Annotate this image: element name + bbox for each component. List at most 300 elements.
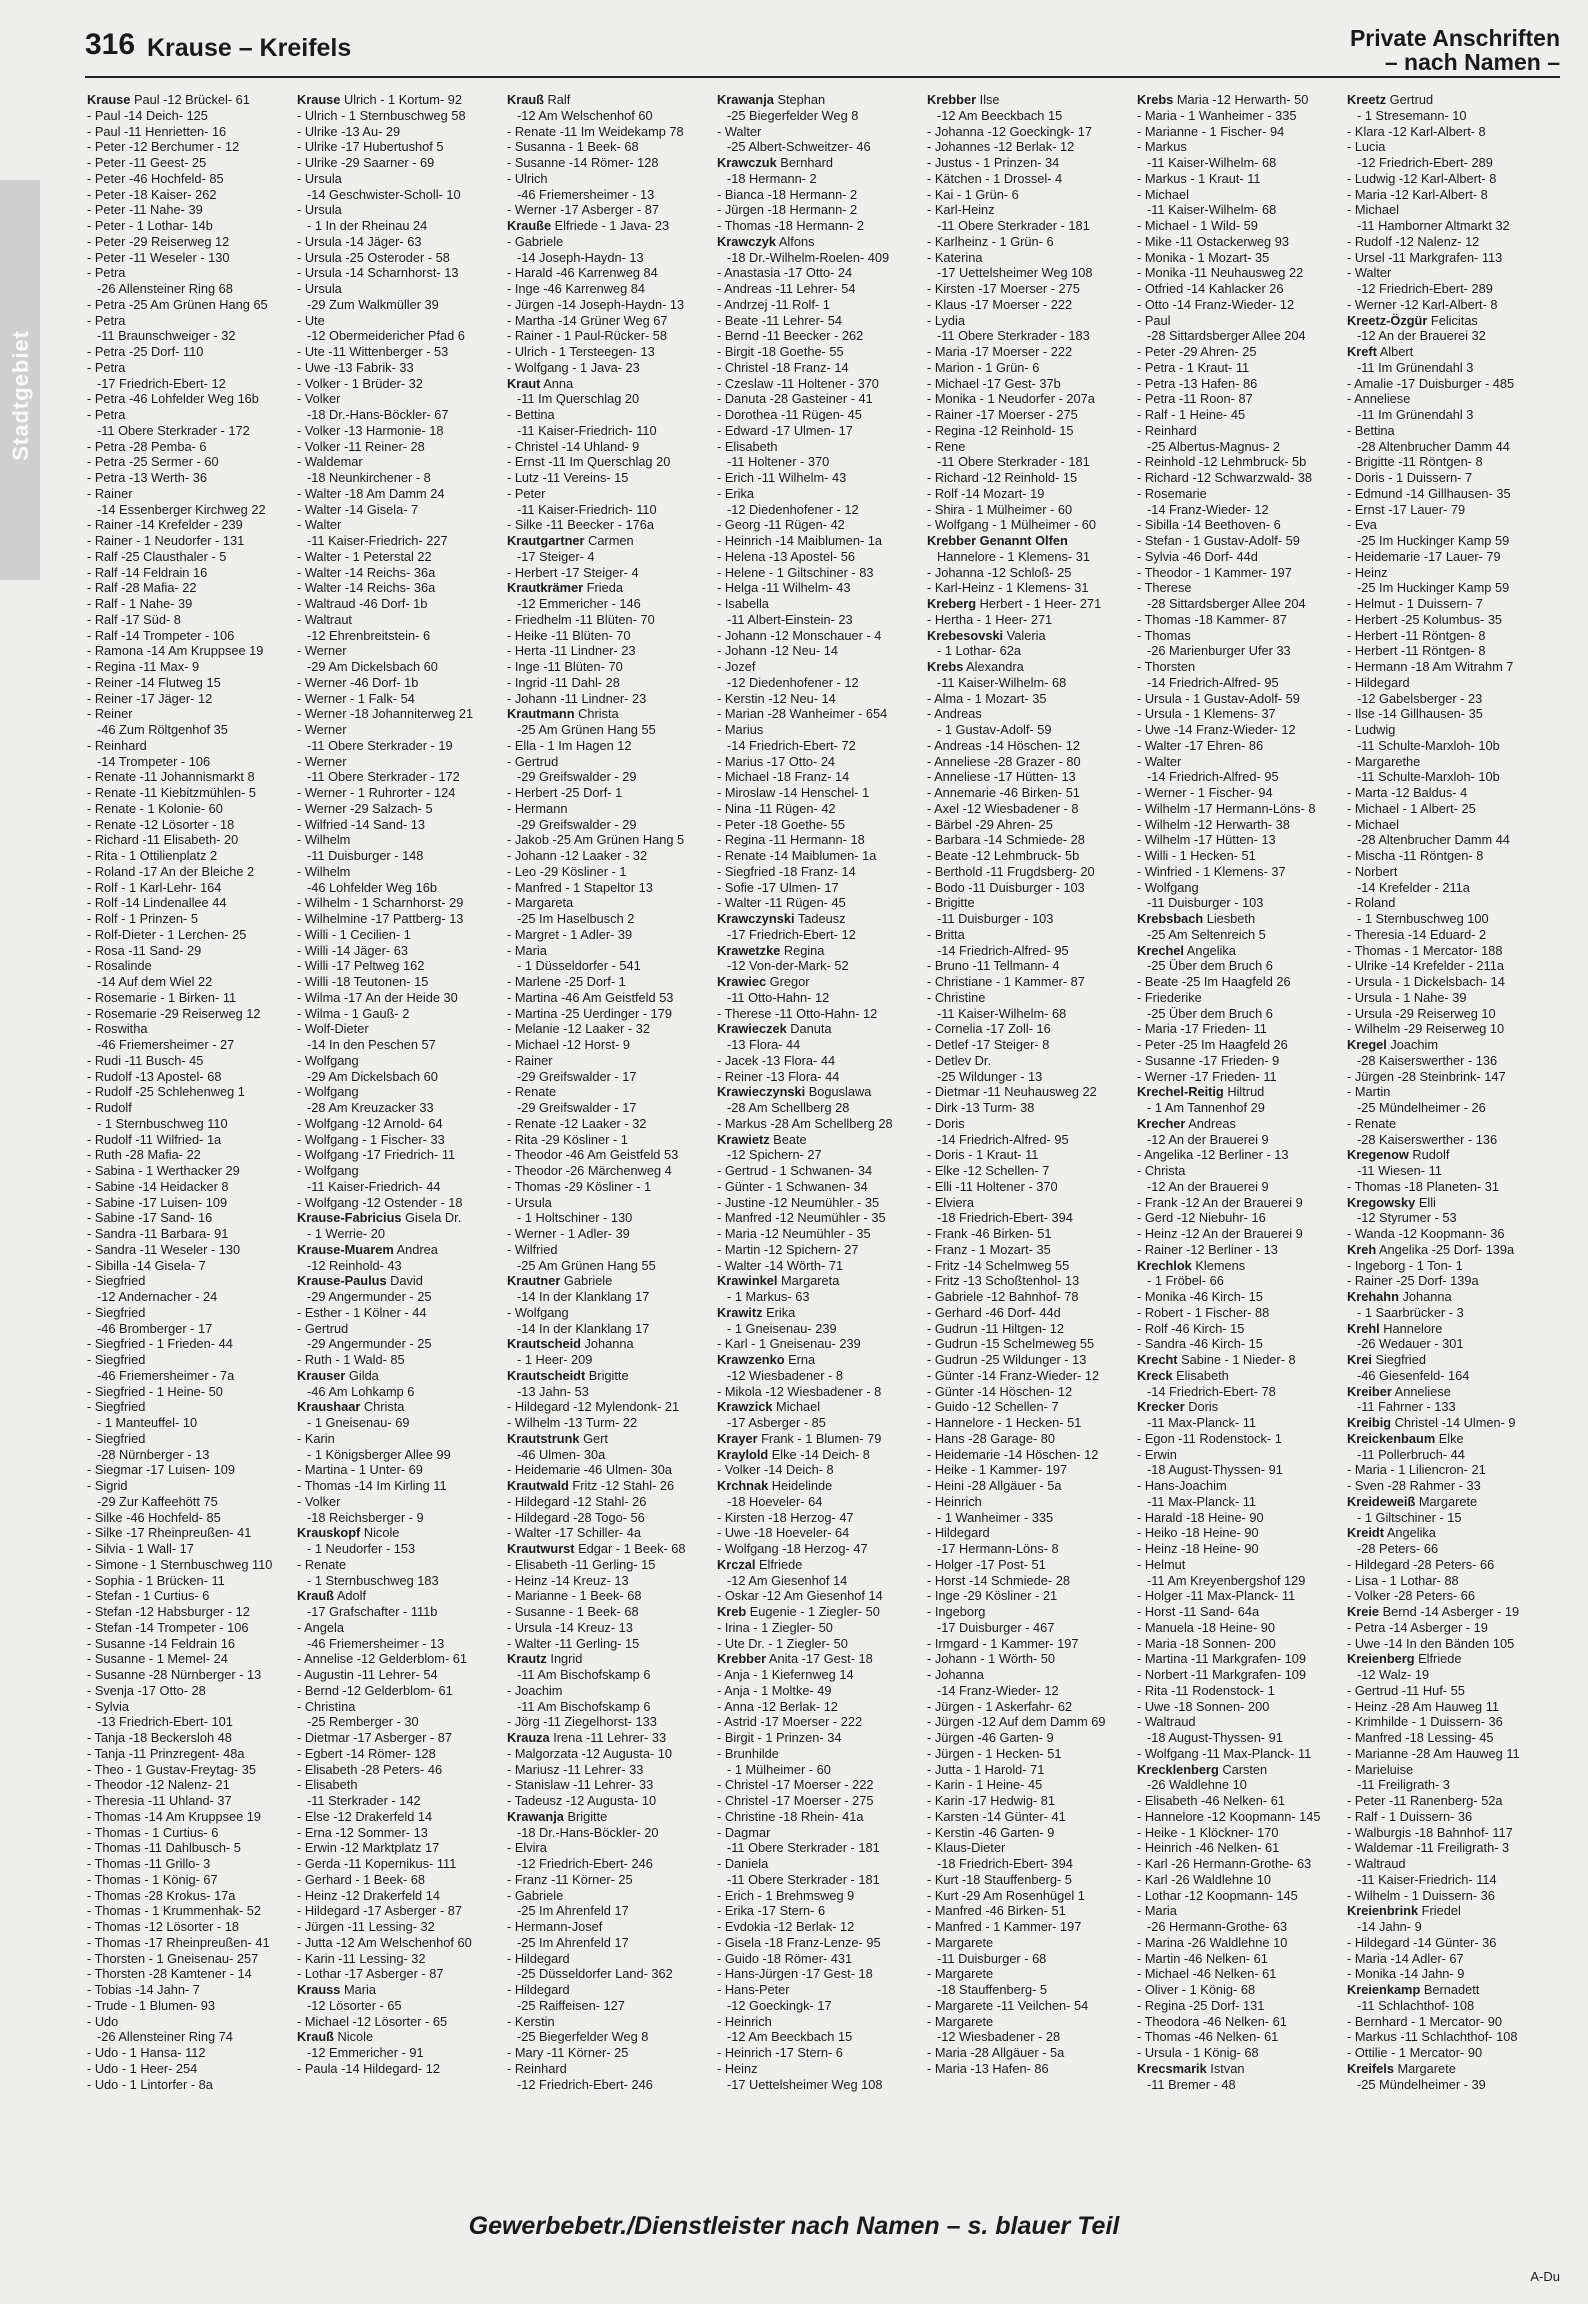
directory-entry: - Thomas - 1 Curtius- 6	[87, 1824, 219, 1840]
surname: Krawieczek	[717, 1021, 787, 1037]
directory-entry: - Erna -12 Sommer- 13	[297, 1824, 428, 1840]
directory-entry: -11 Duisburger - 103	[937, 911, 1054, 926]
directory-entry: - Petra	[87, 265, 126, 281]
directory-entry: - Tadeusz -12 Augusta- 10	[507, 1793, 657, 1808]
directory-entry: -18 Neunkirchener - 8	[307, 470, 431, 485]
directory-entry: - Uwe -18 Hoeveler- 64	[717, 1525, 850, 1541]
directory-entry: - Sibilla -14 Beethoven- 6	[1137, 517, 1281, 533]
directory-entry: - Dirk -13 Turm- 38	[927, 1100, 1035, 1115]
surname: Krechel-Reitig	[1137, 1084, 1224, 1100]
directory-entry: - Wolfgang -18 Herzog- 47	[717, 1541, 868, 1556]
directory-entry: -14 Joseph-Haydn- 13	[517, 249, 644, 265]
directory-entry: - Gudrun -11 Hiltgen- 12	[927, 1320, 1065, 1336]
surname: Krawczyk	[717, 233, 777, 249]
directory-entry: -11 Kaiser-Friedrich- 227	[307, 533, 448, 548]
directory-entry: - Gudrun -15 Schelmeweg 55	[927, 1336, 1095, 1352]
directory-entry: - Georg -11 Rügen- 42	[717, 517, 845, 533]
directory-entry: - Hildegard	[927, 1525, 990, 1541]
directory-entry: - Rainer -14 Krefelder - 239	[87, 517, 243, 533]
directory-entry: - Christina	[297, 1698, 356, 1714]
directory-entry: - Ralf -14 Feldrain 16	[87, 564, 208, 580]
directory-entry: - Mary -11 Körner- 25	[507, 2045, 629, 2060]
directory-entry: Krawieczynski Boguslawa	[717, 1084, 872, 1100]
surname: Krautwald	[507, 1478, 569, 1493]
directory-entry: Krauß Ralf	[507, 92, 571, 107]
directory-entry: - Marta -12 Baldus- 4	[1347, 785, 1468, 800]
directory-entry: -25 Am Grünen Hang 55	[517, 722, 656, 737]
directory-entry: - Thomas - 1 Krummenhak- 52	[87, 1903, 262, 1919]
directory-entry: - Stefan -12 Habsburger - 12	[87, 1604, 250, 1619]
directory-entry: - Ingrid -11 Dahl- 28	[507, 674, 620, 690]
directory-entry: - Norbert	[1347, 863, 1398, 879]
directory-entry: - Bettina	[1347, 422, 1395, 438]
directory-entry: - Rainer -25 Dorf- 139a	[1347, 1273, 1479, 1289]
directory-entry: -28 Altenbrucher Damm 44	[1357, 438, 1510, 454]
directory-entry: - Sylvia	[87, 1698, 129, 1714]
directory-entry: - Monika -14 Jahn- 9	[1347, 1966, 1465, 1982]
directory-entry: - Roland	[1347, 895, 1396, 911]
directory-entry: - Willi -17 Peltweg 162	[297, 958, 425, 974]
surname: Krauß	[297, 1588, 334, 1604]
directory-entry: -17 Hermann-Löns- 8	[937, 1541, 1059, 1556]
directory-entry: -12 Von-der-Mark- 52	[727, 958, 849, 974]
directory-entry: - Wilfried	[507, 1241, 558, 1257]
directory-entry: -12 Goeckingk- 17	[727, 1997, 832, 2013]
directory-entry: - Maria -12 Neumühler - 35	[717, 1226, 871, 1241]
directory-entry: Krawczyk Alfons	[717, 233, 815, 249]
surname: Krebs	[927, 659, 964, 674]
directory-entry: - Petra	[87, 312, 126, 328]
directory-entry: - Wolfgang - 1 Java- 23	[507, 359, 640, 375]
directory-entry: - Walter -11 Gerling- 15	[507, 1635, 640, 1651]
directory-entry: - Udo - 1 Lintorfer - 8a	[87, 2076, 213, 2092]
directory-entry: - Maria -17 Moerser - 222	[927, 344, 1073, 359]
surname: Krauße	[507, 218, 552, 233]
directory-entry: - Bodo -11 Duisburger - 103	[927, 879, 1085, 895]
directory-entry: Krebs Maria -12 Herwarth- 50	[1137, 92, 1309, 107]
directory-entry: - Detlev Dr.	[927, 1052, 991, 1068]
directory-entry: - Peter	[507, 485, 546, 501]
directory-entry: - Thomas -11 Grillo- 3	[87, 1856, 211, 1871]
directory-entry: - Annemarie -46 Birken- 51	[927, 785, 1080, 800]
footer-note: Gewerbebetr./Dienstleister nach Namen – s. blauer Teil	[468, 2212, 1120, 2240]
directory-entry: - Mikola -12 Wiesbadener - 8	[717, 1383, 882, 1399]
directory-entry: -26 Hermann-Grothe- 63	[1147, 1919, 1288, 1934]
directory-entry: - Rainer -12 Berliner - 13	[1137, 1241, 1278, 1257]
directory-entry: -11 Wiesen- 11	[1357, 1163, 1442, 1178]
directory-entry: - Kirsten -17 Moerser - 275	[927, 281, 1080, 296]
directory-entry: -29 Am Dickelsbach 60	[307, 659, 438, 674]
directory-entry: - Maria -28 Allgäuer - 5a	[927, 2045, 1065, 2060]
directory-entry: - Rolf -14 Mozart- 19	[927, 485, 1045, 501]
directory-entry: - Michael - 1 Wild- 59	[1137, 218, 1258, 233]
surname: Kraylold	[717, 1446, 769, 1462]
directory-entry: - Siegfried -18 Franz- 14	[717, 863, 856, 879]
directory-entry: - Ursula - 1 Gustav-Adolf- 59	[1137, 690, 1300, 706]
directory-column-3	[507, 92, 717, 2202]
directory-entry: Kreb Eugenie - 1 Ziegler- 50	[717, 1604, 880, 1619]
directory-entry: - Manfred -12 Neumühler - 35	[717, 1210, 886, 1226]
surname: Krautkrämer	[507, 580, 584, 596]
directory-entry: - Johannes -12 Berlak- 12	[927, 139, 1075, 155]
directory-entry: - Marius -17 Otto- 24	[717, 753, 836, 769]
surname: Krautwurst	[507, 1541, 575, 1556]
directory-entry: - Elli -11 Holtener - 370	[927, 1178, 1058, 1194]
directory-entry: - Helene - 1 Giltschiner - 83	[717, 564, 874, 580]
directory-entry: -29 Greifswalder - 17	[517, 1100, 637, 1115]
directory-entry: - Irmgard - 1 Kammer- 197	[927, 1635, 1079, 1651]
directory-entry: -18 Dr.-Hans-Böckler- 20	[517, 1824, 659, 1840]
directory-entry: - Kerstin	[507, 2013, 555, 2029]
directory-column-7	[1347, 92, 1557, 2202]
directory-entry: - Stefan - 1 Gustav-Adolf- 59	[1137, 533, 1300, 548]
directory-entry: - Heike - 1 Klöckner- 170	[1137, 1824, 1279, 1840]
surname: Krayer	[717, 1430, 758, 1446]
directory-entry: Krechel Angelika	[1137, 942, 1236, 958]
directory-entry: - Harald -18 Heine- 90	[1137, 1509, 1264, 1525]
directory-entry: -11 Am Bischofskamp 6	[517, 1698, 651, 1714]
directory-entry: - Otto -14 Franz-Wieder- 12	[1137, 296, 1295, 312]
directory-entry: - Erika -17 Stern- 6	[717, 1903, 826, 1919]
directory-entry: - Fritz -14 Schelmweg 55	[927, 1257, 1070, 1273]
directory-entry: - Volker -13 Harmonie- 18	[297, 422, 444, 438]
directory-entry: -11 Schlachthof- 108	[1357, 1997, 1475, 2013]
directory-entry: - Karl -26 Hermann-Grothe- 63	[1137, 1856, 1312, 1871]
directory-entry: -46 Lohfelder Weg 16b	[307, 879, 437, 895]
directory-entry: - Rudolf -25 Schlehenweg 1	[87, 1084, 245, 1100]
directory-entry: -12 Obermeidericher Pfad 6	[307, 328, 465, 344]
directory-entry: - Hermann -18 Am Witrahm 7	[1347, 659, 1514, 674]
directory-entry: - Gerd -12 Niebuhr- 16	[1137, 1210, 1266, 1226]
directory-entry: - Renate	[297, 1556, 347, 1572]
directory-entry: - 1 Giltschiner - 15	[1357, 1509, 1462, 1525]
directory-entry: - Ursula - 1 Klemens- 37	[1137, 706, 1276, 722]
directory-entry: - Susanne -17 Frieden- 9	[1137, 1052, 1280, 1068]
surname: Krecker	[1137, 1399, 1185, 1415]
directory-entry: Krautscheid Johanna	[507, 1336, 634, 1352]
directory-entry: - Inge -29 Kösliner - 21	[927, 1588, 1058, 1604]
directory-entry: - Volker -14 Deich- 8	[717, 1462, 834, 1478]
directory-entry: - Beate -12 Lehmbruck- 5b	[927, 848, 1080, 863]
directory-entry: Kregenow Rudolf	[1347, 1147, 1450, 1163]
directory-entry: -29 Angermunder - 25	[307, 1289, 432, 1304]
directory-entry: -29 Zur Kaffeehött 75	[97, 1493, 218, 1509]
directory-entry: - Elisabeth -28 Peters- 46	[297, 1761, 443, 1777]
surname: Krecsmarik	[1137, 2060, 1207, 2076]
surname: Krebber	[717, 1651, 767, 1667]
directory-entry: -46 Bromberger - 17	[97, 1320, 213, 1336]
directory-entry: -12 Am Giesenhof 14	[727, 1572, 848, 1588]
directory-entry: - Renate -11 Kiebitzmühlen- 5	[87, 785, 257, 800]
directory-entry: - Klaus-Dieter	[927, 1840, 1006, 1856]
directory-entry: - Lothar -12 Koopmann- 145	[1137, 1887, 1298, 1903]
directory-entry: - Walter	[1137, 753, 1182, 769]
directory-entry: Krawanja Brigitte	[507, 1808, 608, 1824]
directory-entry: - Roswitha	[87, 1021, 148, 1037]
directory-entry: - Bettina	[507, 407, 555, 422]
directory-entry: - Volker	[297, 1493, 341, 1509]
directory-entry: Krecsmarik Istvan	[1137, 2060, 1245, 2076]
directory-entry: - Justus - 1 Prinzen- 34	[927, 155, 1060, 170]
directory-entry: - Karin -17 Hedwig- 81	[927, 1793, 1056, 1808]
surname: Krawzenko	[717, 1352, 785, 1367]
directory-entry: - Miroslaw -14 Henschel- 1	[717, 785, 870, 800]
directory-entry: -12 Am Beeckbach 15	[727, 2029, 853, 2045]
directory-entry: -29 Angermunder - 25	[307, 1336, 432, 1352]
directory-entry: -25 Im Haselbusch 2	[517, 911, 635, 926]
directory-entry: - Silvia - 1 Wall- 17	[87, 1541, 194, 1556]
section-title-line1: Private Anschriften	[1349, 25, 1560, 51]
directory-entry: - Karl-Heinz	[927, 202, 995, 218]
directory-entry: -11 Kaiser-Friedrich- 114	[1357, 1871, 1497, 1887]
directory-entry: - Paul	[1137, 312, 1171, 328]
directory-entry: - Petra -11 Roon- 87	[1137, 391, 1253, 407]
directory-entry: -46 Zum Röltgenhof 35	[97, 722, 228, 737]
directory-entry: - Sabine -14 Heidacker 8	[87, 1178, 229, 1194]
directory-entry: - Dorothea -11 Rügen- 45	[717, 407, 862, 422]
directory-entry: Kreetz-Özgür Felicitas	[1347, 312, 1478, 328]
surname: Krchnak	[717, 1478, 769, 1493]
surname: Kreienkamp	[1347, 1982, 1421, 1997]
directory-entry: - Ralf -14 Trompeter - 106	[87, 627, 235, 643]
directory-entry: -11 Am Bischofskamp 6	[517, 1667, 651, 1682]
directory-entry: -28 Nürnberger - 13	[97, 1446, 210, 1462]
directory-entry: - Kirsten -18 Herzog- 47	[717, 1509, 854, 1525]
directory-entry: - Christel -17 Moerser - 275	[717, 1793, 874, 1808]
directory-entry: -18 Hoeveler- 64	[727, 1493, 823, 1509]
directory-entry: - Michael	[1137, 186, 1189, 202]
directory-entry: - Manfred -46 Birken- 51	[927, 1903, 1066, 1919]
directory-entry: - Siegfried	[87, 1304, 146, 1320]
surname: Kregel	[1347, 1037, 1387, 1052]
surname: Kreibig	[1347, 1415, 1392, 1430]
directory-entry: - Ralf - 1 Heine- 45	[1137, 407, 1246, 422]
directory-entry: - Axel -12 Wiesbadener - 8	[927, 800, 1079, 816]
directory-entry: - Brunhilde	[717, 1745, 779, 1761]
directory-entry: - Volker	[297, 391, 341, 407]
directory-entry: - Siegfried	[87, 1430, 146, 1446]
directory-entry: -12 Diedenhofener - 12	[727, 501, 859, 517]
directory-entry: - Wolfgang	[297, 1052, 359, 1068]
directory-entry: - Kai - 1 Grün- 6	[927, 186, 1019, 202]
directory-entry: - Paula -14 Hildegard- 12	[297, 2060, 440, 2076]
directory-entry: - 1 Sternbuschweg 110	[97, 1115, 228, 1131]
directory-entry: - Werner -18 Johanniterweg 21	[297, 706, 474, 722]
directory-entry: Krauza Irena -11 Lehrer- 33	[507, 1730, 667, 1745]
directory-entry: - Susanne - 1 Memel- 24	[87, 1651, 228, 1667]
directory-entry: - Robert - 1 Fischer- 88	[1137, 1304, 1270, 1320]
directory-entry: - Peter -11 Nahe- 39	[87, 202, 203, 218]
directory-entry: - 1 Am Tannenhof 29	[1147, 1100, 1265, 1115]
directory-entry: -11 Duisburger - 68	[937, 1950, 1047, 1966]
directory-entry: - Hans -28 Garage- 80	[927, 1430, 1056, 1446]
directory-entry: -28 Am Schellberg 28	[727, 1100, 850, 1115]
directory-entry: - Thorsten -28 Kamtener - 14	[87, 1966, 252, 1982]
side-thumb-tab	[0, 180, 40, 580]
directory-entry: - Malgorzata -12 Augusta- 10	[507, 1745, 673, 1761]
directory-entry: - Petra - 1 Kraut- 11	[1137, 359, 1250, 375]
directory-entry: -12 Friedrich-Ebert- 246	[517, 1856, 653, 1871]
directory-entry: -46 Am Lohkamp 6	[307, 1383, 415, 1399]
directory-entry: - Thomas -18 Hermann- 2	[717, 218, 864, 233]
directory-entry: - Melanie -12 Laaker - 32	[507, 1021, 650, 1037]
directory-entry: - Rudolf -12 Nalenz- 12	[1347, 233, 1480, 249]
directory-entry: - Katerina	[927, 249, 983, 265]
directory-entry: -14 Jahn- 9	[1357, 1919, 1422, 1934]
directory-entry: - Elke -12 Schellen- 7	[927, 1163, 1050, 1178]
directory-entry: - Hildegard	[507, 1982, 570, 1997]
directory-entry: - Wilhelm -29 Reiserweg 10	[1347, 1021, 1505, 1037]
surname: Krei	[1347, 1352, 1372, 1367]
directory-entry: - Rosemarie - 1 Birken- 11	[87, 989, 237, 1005]
directory-entry: - Volker -11 Reiner- 28	[297, 438, 425, 454]
directory-entry: Krecklenberg Carsten	[1137, 1761, 1268, 1777]
directory-entry: - Rosemarie	[1137, 485, 1207, 501]
directory-entry: - Herbert -17 Steiger- 4	[507, 564, 639, 580]
directory-entry: - Siegfried - 1 Heine- 50	[87, 1383, 223, 1399]
surname: Krehahn	[1347, 1289, 1399, 1304]
directory-entry: - Gudrun -25 Wildunger - 13	[927, 1352, 1087, 1367]
directory-entry: Krauße Elfriede - 1 Java- 23	[507, 218, 670, 233]
directory-entry: Krautz Ingrid	[507, 1651, 583, 1667]
directory-entry: - Walter	[297, 517, 342, 533]
directory-entry: - Werner -29 Salzach- 5	[297, 800, 433, 816]
directory-entry: - Reinhard	[1137, 422, 1197, 438]
directory-entry: - Werner -17 Frieden- 11	[1137, 1068, 1277, 1084]
directory-entry: - Susanne - 1 Beek- 68	[507, 1604, 639, 1619]
directory-entry: - 1 Lothar- 62a	[937, 643, 1021, 659]
directory-entry: - Annelise -12 Gelderblom- 61	[297, 1651, 468, 1667]
directory-entry: - Martina - 1 Unter- 69	[297, 1462, 423, 1478]
directory-entry: - Hannelore - 1 Hecken- 51	[927, 1415, 1082, 1430]
directory-entry: Kreickenbaum Elke	[1347, 1430, 1464, 1446]
directory-entry: Krechlok Klemens	[1137, 1257, 1246, 1273]
directory-entry: - Norbert -11 Markgrafen- 109	[1137, 1667, 1307, 1682]
directory-entry: - Theodora -46 Nelken- 61	[1137, 2013, 1287, 2029]
directory-entry: - Petra	[87, 359, 126, 375]
surname: Krechlok	[1137, 1257, 1192, 1273]
directory-entry: - Wolfgang	[507, 1304, 569, 1320]
directory-entry: - Lydia	[927, 312, 965, 328]
directory-entry: -18 Friedrich-Ebert- 394	[937, 1856, 1073, 1871]
directory-entry: -11 Schulte-Marxloh- 10b	[1357, 737, 1500, 753]
directory-entry: -11 Obere Sterkrader - 183	[937, 328, 1090, 344]
directory-entry: -13 Jahn- 53	[517, 1383, 589, 1399]
directory-entry: Kraut Anna	[507, 375, 574, 391]
directory-entry: - Maria - 1 Liliencron- 21	[1347, 1462, 1486, 1478]
directory-entry: -25 Im Ahrenfeld 17	[517, 1934, 629, 1950]
directory-entry: - Silke -17 Rheinpreußen- 41	[87, 1525, 252, 1541]
directory-entry: - Fritz -13 Schoßtenhol- 13	[927, 1273, 1080, 1289]
directory-entry: - Herbert -11 Röntgen- 8	[1347, 643, 1486, 659]
directory-entry: - Kätchen - 1 Drossel- 4	[927, 170, 1063, 186]
directory-entry: -11 Kaiser-Wilhelm- 68	[937, 1005, 1067, 1021]
directory-entry: - Monika -46 Kirch- 15	[1137, 1289, 1263, 1304]
directory-entry: - Reiner -17 Jäger- 12	[87, 690, 213, 706]
directory-entry: - Martin	[1347, 1084, 1391, 1100]
directory-entry: - Rudolf -11 Wilfried- 1a	[87, 1131, 222, 1147]
directory-entry: - Nina -11 Rügen- 42	[717, 800, 836, 816]
directory-entry: - Werner	[297, 643, 347, 659]
directory-entry: - Thomas -12 Lösorter - 18	[87, 1919, 239, 1934]
surname: Krauser	[297, 1367, 346, 1383]
directory-entry: -28 Altenbrucher Damm 44	[1357, 832, 1510, 848]
directory-entry: - Harald -46 Karrenweg 84	[507, 265, 658, 281]
directory-entry: - Rita - 1 Ottilienplatz 2	[87, 848, 218, 863]
directory-entry: Krautmann Christa	[507, 706, 619, 722]
directory-entry: - Elisabeth -11 Gerling- 15	[507, 1556, 656, 1572]
directory-entry: - Rudi -11 Busch- 45	[87, 1052, 204, 1068]
directory-entry: - Christel -18 Franz- 14	[717, 359, 849, 375]
directory-entry: - Siegfried	[87, 1399, 146, 1415]
directory-entry: - Birgit -18 Goethe- 55	[717, 344, 844, 359]
directory-entry: - Ursula - 1 Nahe- 39	[1347, 989, 1467, 1005]
directory-entry: - Heidemarie -46 Ulmen- 30a	[507, 1462, 673, 1478]
directory-entry: - Wilhelm - 1 Scharnhorst- 29	[297, 895, 464, 911]
directory-entry: - Beate -25 Im Haagfeld 26	[1137, 974, 1291, 989]
directory-entry: - Jürgen -14 Joseph-Haydn- 13	[507, 296, 685, 312]
directory-entry: Krczal Elfriede	[717, 1556, 803, 1572]
directory-entry: Hannelore - 1 Klemens- 31	[937, 548, 1090, 564]
directory-entry: -17 Grafschafter - 111b	[307, 1604, 438, 1619]
directory-entry: Kregel Joachim	[1347, 1037, 1439, 1052]
directory-entry: - Jutta - 1 Harold- 71	[927, 1761, 1045, 1777]
directory-entry: - Manfred - 1 Kammer- 197	[927, 1919, 1082, 1934]
directory-entry: - Werner - 1 Fischer- 94	[1137, 785, 1273, 800]
directory-entry: - Heinrich -17 Stern- 6	[717, 2045, 843, 2060]
directory-column-4	[717, 92, 927, 2202]
directory-entry: - Wolfgang - 1 Fischer- 33	[297, 1131, 445, 1147]
directory-entry: - Wolfgang	[297, 1084, 359, 1100]
directory-entry: - Wolfgang -17 Friedrich- 11	[297, 1147, 456, 1163]
directory-entry: - Wilhelm	[297, 863, 351, 879]
directory-entry: - Gertrud	[507, 753, 559, 769]
surname: Krawiec	[717, 974, 767, 989]
directory-entry: - Thomas -14 Am Kruppsee 19	[87, 1808, 262, 1824]
directory-entry: - Walter - 1 Peterstal 22	[297, 548, 432, 564]
directory-entry: -11 Albert-Einstein- 23	[727, 611, 853, 627]
directory-entry: - Elviera	[927, 1194, 974, 1210]
directory-entry: - Susanne -14 Feldrain 16	[87, 1635, 235, 1651]
directory-entry: Krautwald Fritz -12 Stahl- 26	[507, 1478, 675, 1493]
surname: Kregowsky	[1347, 1194, 1416, 1210]
directory-entry: - Hermann-Josef	[507, 1919, 603, 1934]
directory-entry: - Theresia -11 Uhland- 37	[87, 1793, 232, 1808]
directory-entry: - Wilma -17 An der Heide 30	[297, 989, 458, 1005]
directory-entry: - Susanna - 1 Beek- 68	[507, 139, 639, 155]
directory-entry: -12 Spichern- 27	[727, 1147, 822, 1163]
directory-entry: -11 Pollerbruch- 44	[1357, 1446, 1465, 1462]
directory-entry: - Richard -11 Elisabeth- 20	[87, 832, 239, 848]
directory-entry: -14 Trompeter - 106	[97, 753, 211, 769]
surname: Krehl	[1347, 1320, 1380, 1336]
directory-entry: Kreienkamp Bernadett	[1347, 1982, 1480, 1997]
directory-entry: -28 Sittardsberger Allee 204	[1147, 596, 1306, 611]
surname: Krautner	[507, 1273, 561, 1289]
directory-entry: -18 August-Thyssen- 91	[1147, 1730, 1283, 1745]
directory-entry: -25 Am Seltenreich 5	[1147, 926, 1266, 942]
surname: Kreideweiß	[1347, 1493, 1416, 1509]
directory-entry: - Karin -11 Lessing- 32	[297, 1950, 426, 1966]
directory-entry: - Walter -14 Wörth- 71	[717, 1257, 844, 1273]
directory-entry: - Gerda -11 Kopernikus- 111	[297, 1856, 457, 1871]
directory-entry: - Markus	[1137, 139, 1187, 155]
surname: Krautstrunk	[507, 1430, 580, 1446]
directory-columns	[87, 92, 1562, 2202]
surname: Krawanja	[507, 1808, 564, 1824]
directory-entry: - Sabine -17 Sand- 16	[87, 1210, 213, 1226]
directory-entry: - Udo - 1 Hansa- 112	[87, 2045, 206, 2060]
